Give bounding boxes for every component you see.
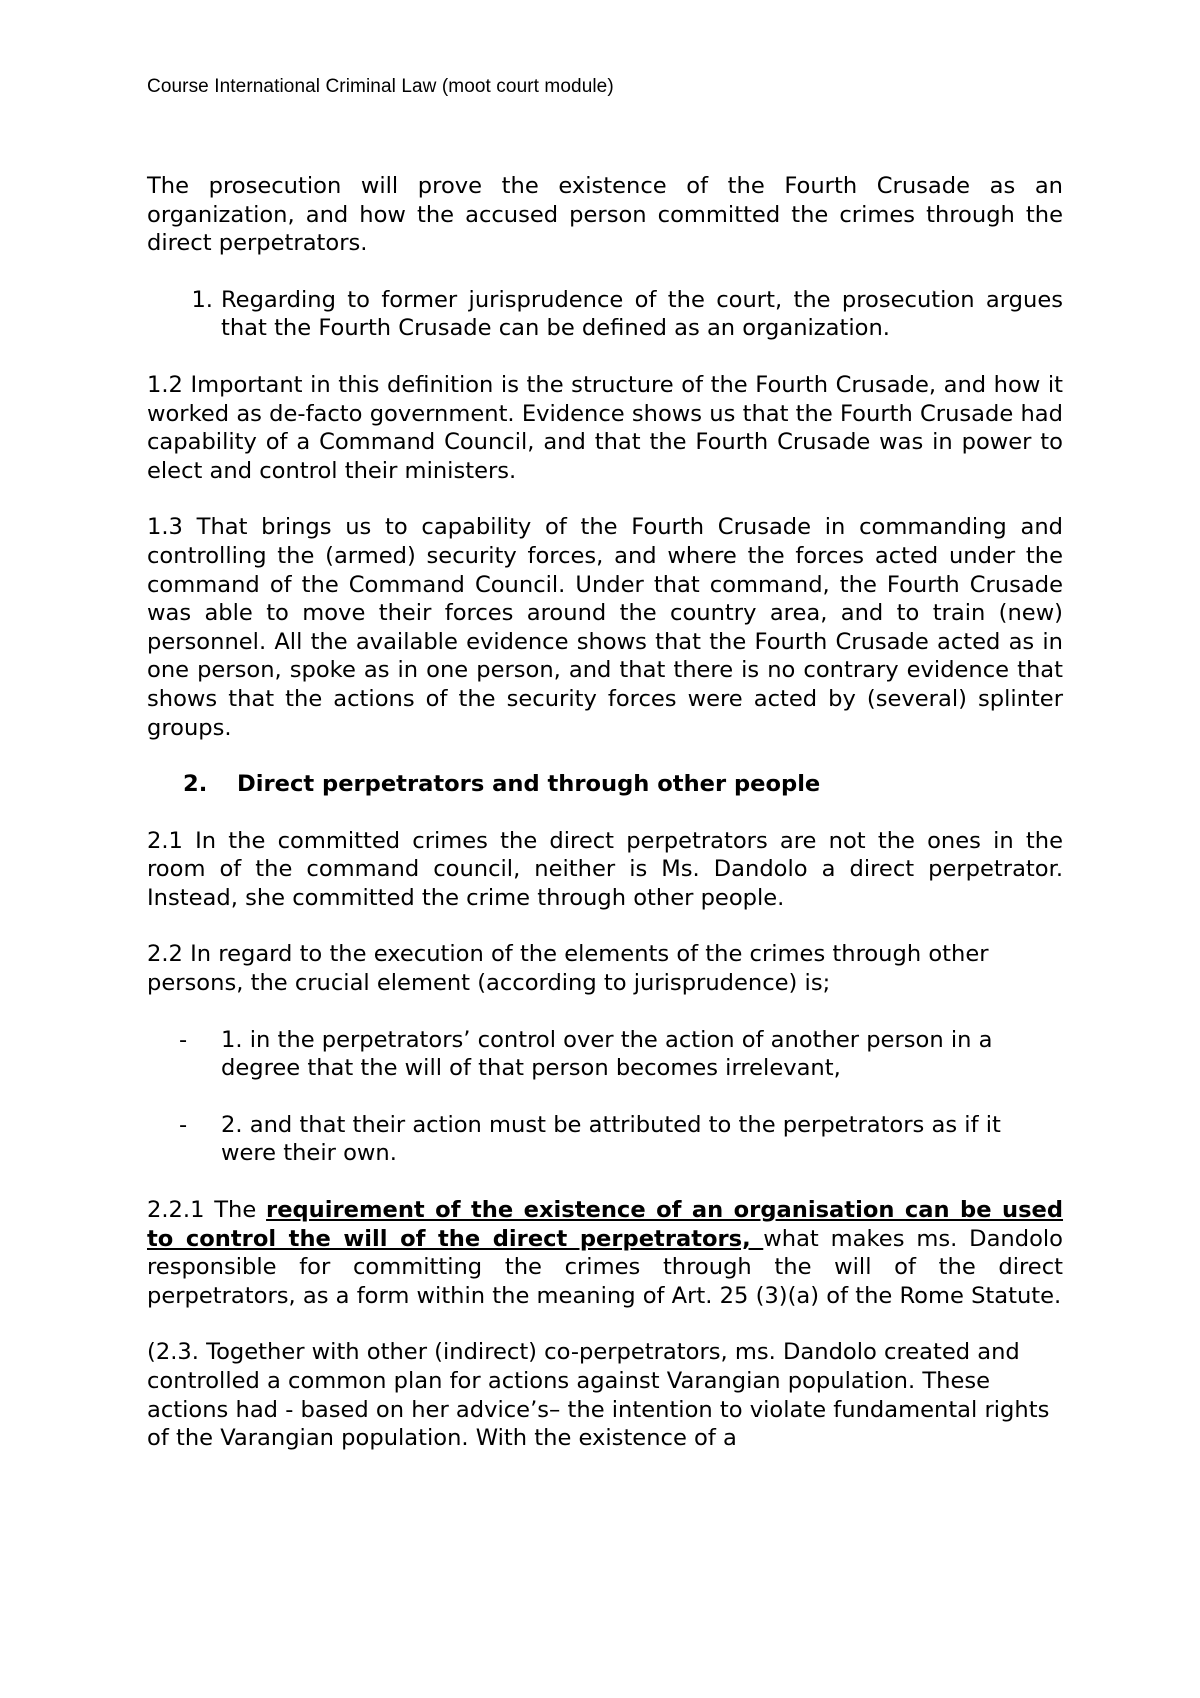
emphasized-text: requirement of the existence of an organisation can be used to control the will of the direct perpetrators,	[147, 1197, 1064, 1252]
paragraph-1-2: 1.2 Important in this definition is the structure of the Fourth Crusade, and how it worked as de-facto government. Evidence shows us that the Fourth Crusade had capability of a Command Council, and that the Fourth Crusade was in power to elect and control their ministers.	[147, 371, 1063, 484]
paragraph-2-1: 2.1 In the committed crimes the direct perpetrators are not the ones in the room of the command council, neither is Ms. Dandolo a direct perpetrator. Instead, she committed the crime through other people.	[147, 827, 1063, 911]
paragraph-suffix: what makes ms. Dandolo responsible for committing the crimes through the will of the direct perpetrators, as a form within the meaning of Art. 25 (3)(a) of the Rome Statute.	[147, 1225, 1063, 1309]
dash-bullet: -	[179, 1111, 188, 1138]
paragraph-2-2: 2.2 In regard to the execution of the elements of the crimes through other persons, the crucial element (according to jurisprudence) is;	[147, 941, 989, 997]
dash-item-text: 1. in the perpetrators’ control over the action of another person in a degree that the will of that person becomes irrelevant,	[221, 1026, 993, 1082]
dash-list-item	[147, 1026, 1063, 1083]
page-header: Course International Criminal Law (moot court module)	[147, 76, 614, 97]
dash-list-item	[147, 1111, 1063, 1168]
dash-bullet: -	[179, 1026, 188, 1053]
paragraph-2-2-1	[147, 1196, 1063, 1310]
paragraph-prefix: 2.2.1 The	[147, 1197, 267, 1224]
paragraph-2-3: (2.3. Together with other (indirect) co-perpetrators, ms. Dandolo created and controlled a common plan for actions against Varangian population. These actions had - based on her advice’s– the intention to violate fundamental rights of the Varangian population. With the existence of a	[147, 1339, 1050, 1452]
paragraph-1-3: 1.3 That brings us to capability of the Fourth Crusade in commanding and controlling the (armed) security forces, and where the forces acted under the command of the Command Council. Under that command, the Fourth Crusade was able to move their forces around the country area, and to train (new) personnel. All the available evidence shows that the Fourth Crusade acted as in one person, spoke as in one person, and that there is no contrary evidence that shows that the actions of the security forces were acted by (several) splinter groups.	[147, 514, 1063, 741]
document-body	[147, 172, 1063, 1481]
dash-item-text: 2. and that their action must be attributed to the perpetrators as if it were their own.	[221, 1111, 1001, 1167]
intro-paragraph: The prosecution will prove the existence of the Fourth Crusade as an organization, and how the accused person committed the crimes through the direct perpetrators.	[147, 173, 1063, 257]
list-item-text: Regarding to former jurisprudence of the court, the prosecution argues that the Fourth Crusade can be defined as an organization.	[221, 286, 1063, 342]
heading-number: 2.	[183, 771, 208, 798]
section-heading-2	[147, 770, 1063, 799]
heading-text: Direct perpetrators and through other people	[237, 771, 821, 798]
list-number: 1.	[191, 286, 213, 313]
numbered-item-1	[147, 286, 1063, 343]
